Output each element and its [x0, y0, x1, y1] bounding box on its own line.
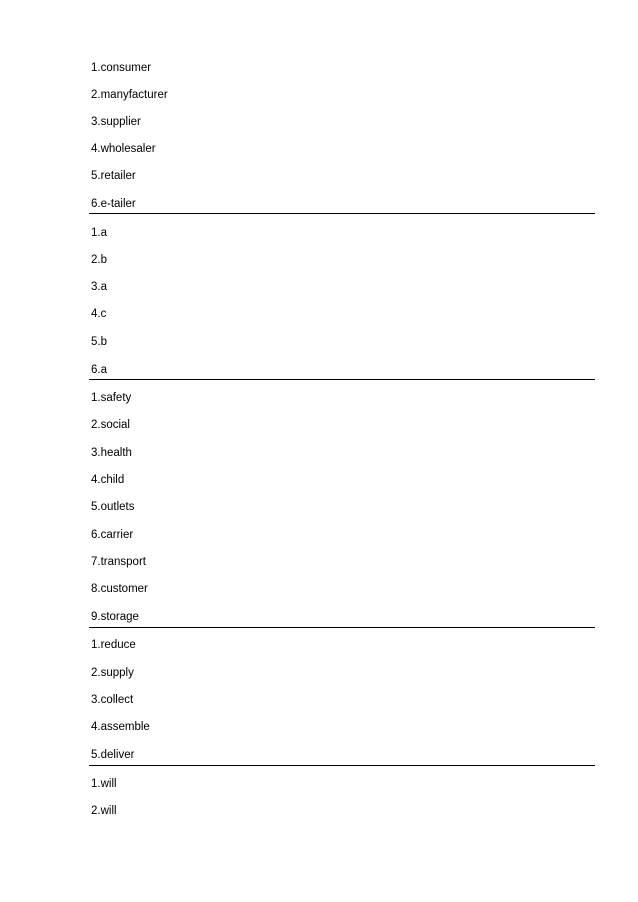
answer-line: 4.wholesaler — [91, 143, 156, 155]
answer-line: 4.child — [91, 474, 125, 486]
answer-line: 5.retailer — [91, 170, 136, 182]
answer-line: 3.health — [91, 447, 132, 459]
section-divider — [89, 213, 595, 214]
section-divider — [89, 379, 595, 380]
answer-line: 6.carrier — [91, 529, 134, 541]
answer-line: 6.e-tailer — [91, 198, 136, 210]
section-divider — [89, 765, 595, 766]
answer-line: 3.collect — [91, 694, 134, 706]
answer-line: 7.transport — [91, 556, 146, 568]
answer-line: 4.assemble — [91, 721, 150, 733]
answer-line: 5.deliver — [91, 749, 135, 761]
answer-line: 1.a — [91, 227, 107, 239]
section-divider — [89, 627, 595, 628]
answer-line: 3.supplier — [91, 116, 141, 128]
answer-line: 1.will — [91, 778, 117, 790]
answer-line: 2.social — [91, 419, 130, 431]
answer-line: 4.c — [91, 308, 107, 320]
answer-line: 1.safety — [91, 392, 132, 404]
answer-line: 2.manyfacturer — [91, 89, 168, 101]
answer-line: 1.consumer — [91, 62, 152, 74]
answer-line: 2.b — [91, 254, 107, 266]
answer-line: 2.supply — [91, 667, 134, 679]
answer-line: 1.reduce — [91, 639, 136, 651]
answer-line: 6.a — [91, 364, 107, 376]
answer-line: 9.storage — [91, 611, 139, 623]
answer-line: 5.b — [91, 336, 107, 348]
answer-line: 3.a — [91, 281, 107, 293]
answer-line: 5.outlets — [91, 501, 135, 513]
answer-line: 2.will — [91, 805, 117, 817]
answer-line: 8.customer — [91, 583, 148, 595]
